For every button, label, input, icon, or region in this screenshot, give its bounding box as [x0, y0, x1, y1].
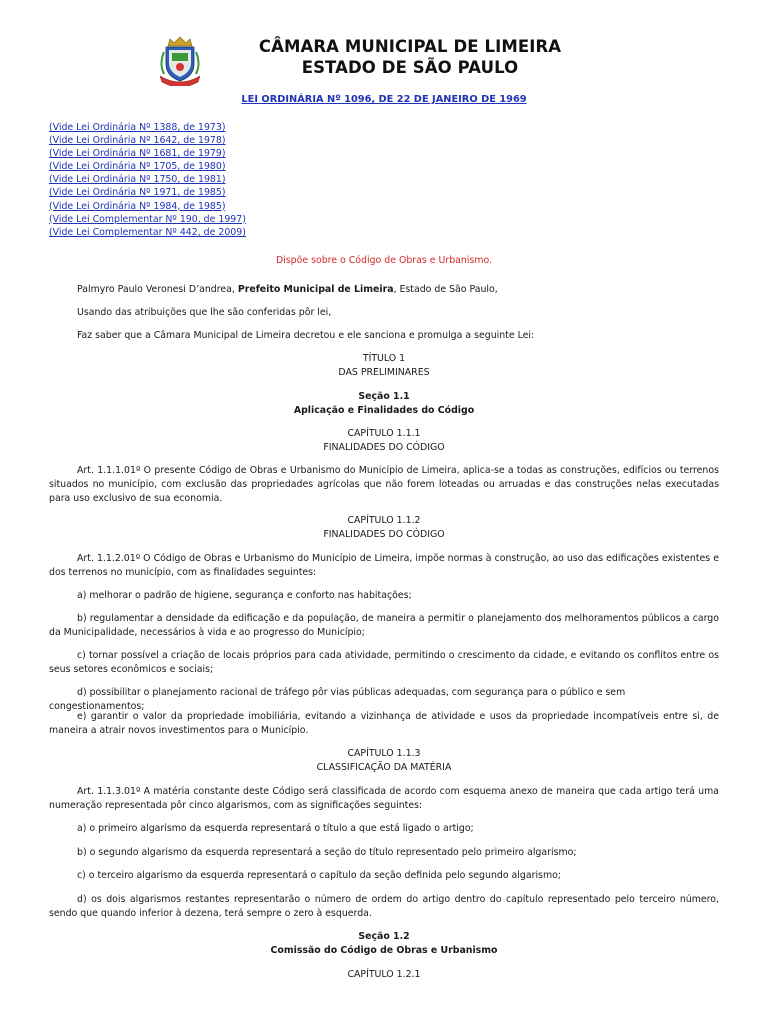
vide-link[interactable]: (Vide Lei Ordinária Nº 1388, de 1973) [49, 122, 226, 133]
item-c: c) tornar possível a criação de locais próprios para cada atividade, permitindo o crescimento da cidade, e evitando os conflitos entre os seus setores econômicos e sociais; [49, 650, 719, 675]
ementa: Dispõe sobre o Código de Obras e Urbanismo. [275, 255, 493, 266]
item-e: e) garantir o valor da propriedade imobiliária, evitando a vizinhança de atividade e usos da propriedade incompatíveis entre si, de maneira a atrair novos investimentos para o Município. [49, 711, 719, 736]
vide-link[interactable]: (Vide Lei Ordinária Nº 1750, de 1981) [49, 174, 226, 186]
preamble-paragraph-2: Usando das atribuições que lhe são conferidas pôr lei, [77, 307, 332, 318]
preamble-paragraph-3: Faz saber que a Câmara Municipal de Limeira decretou e ele sanciona e promulga a seguinte Lei: [77, 330, 535, 341]
item-b: b) regulamentar a densidade da edificação e da população, de maneira a permitir o planejamento dos melhoramentos públicos a cargo da Municipalidade, necessários à vida e ao progresso do Município; [49, 613, 719, 638]
title-line-2: ESTADO DE SÃO PAULO [301, 58, 519, 77]
vide-link[interactable]: (Vide Lei Complementar Nº 442, de 2009) [49, 226, 246, 238]
section-1-2-heading: Seção 1.2 Comissão do Código de Obras e Urbanismo [270, 931, 498, 956]
mayor-title: Prefeito Municipal de Limeira [237, 284, 394, 295]
chapter-1-2-1-heading: CAPÍTULO 1.2.1 [347, 969, 421, 980]
vide-link[interactable]: (Vide Lei Ordinária Nº 1642, de 1978) [49, 135, 226, 147]
vide-link[interactable]: (Vide Lei Ordinária Nº 1705, de 1980) [49, 161, 226, 173]
title-line-1: CÂMARA MUNICIPAL DE LIMEIRA [258, 37, 562, 56]
article-1-1-2-01: Art. 1.1.2.01º O Código de Obras e Urbanismo do Município de Limeira, impõe normas à construção, ao uso das edificações existentes e dos terrenos no município, com as finalidades seguintes: [49, 553, 719, 578]
law-title-link[interactable]: LEI ORDINÁRIA Nº 1096, DE 22 DE JANEIRO DE 1969 [241, 94, 527, 105]
vide-link[interactable]: (Vide Lei Ordinária Nº 1971, de 1985) [49, 187, 226, 199]
article-1-1-1-01: Art. 1.1.1.01º O presente Código de Obras e Urbanismo do Município de Limeira, aplica-se a todas as construções, edifícios ou terrenos situados no município, com exclusão das propriedades agrícolas que não forem loteadas ou arruadas e das construções nelas executadas para uso exclusivo de sua economia. [49, 465, 719, 504]
header [0, 30, 768, 90]
vide-link[interactable]: (Vide Lei Ordinária Nº 1984, de 1985) [49, 200, 226, 212]
item-a: a) melhorar o padrão de higiene, segurança e conforto nas habitações; [77, 590, 412, 601]
item-d: d) possibilitar o planejamento racional de tráfego pôr vias públicas adequadas, com segurança para o público e sem congestionamentos; [49, 687, 626, 712]
item-c: c) o terceiro algarismo da esquerda representará o capítulo da seção definida pelo segundo algarismo; [77, 870, 561, 881]
institution-title [190, 36, 630, 78]
article-1-1-3-01: Art. 1.1.3.01º A matéria constante deste Código será classificada de acordo com esquema anexo de maneira que cada artigo terá uma numeração representada pôr cinco algarismos, com as significações seguintes: [49, 786, 719, 811]
title-1-heading: TÍTULO 1 DAS PRELIMINARES [338, 353, 430, 378]
chapter-1-1-2-heading: CAPÍTULO 1.1.2 FINALIDADES DO CÓDIGO [323, 515, 445, 540]
vide-link[interactable]: (Vide Lei Complementar Nº 190, de 1997) [49, 213, 246, 225]
chapter-1-1-3-heading: CAPÍTULO 1.1.3 CLASSIFICAÇÃO DA MATÉRIA [316, 748, 452, 773]
item-d: d) os dois algarismos restantes representarão o número de ordem do artigo dentro do capítulo representado pelo terceiro número, sendo que quando inferior à dezena, terá sempre o zero à esquerda. [49, 894, 719, 919]
section-1-1-heading: Seção 1.1 Aplicação e Finalidades do Código [293, 391, 475, 416]
vide-link[interactable]: (Vide Lei Ordinária Nº 1681, de 1979) [49, 148, 226, 160]
item-a: a) o primeiro algarismo da esquerda representará o título a que está ligado o artigo; [77, 823, 474, 834]
item-b: b) o segundo algarismo da esquerda representará a seção do título representado pelo primeiro algarismo; [77, 847, 577, 858]
vide-list [49, 121, 246, 239]
chapter-1-1-1-heading: CAPÍTULO 1.1.1 FINALIDADES DO CÓDIGO [323, 428, 445, 453]
preamble-paragraph-1: Palmyro Paulo Veronesi D’andrea, Prefeito Municipal de Limeira, Estado de São Paulo, [77, 284, 498, 295]
